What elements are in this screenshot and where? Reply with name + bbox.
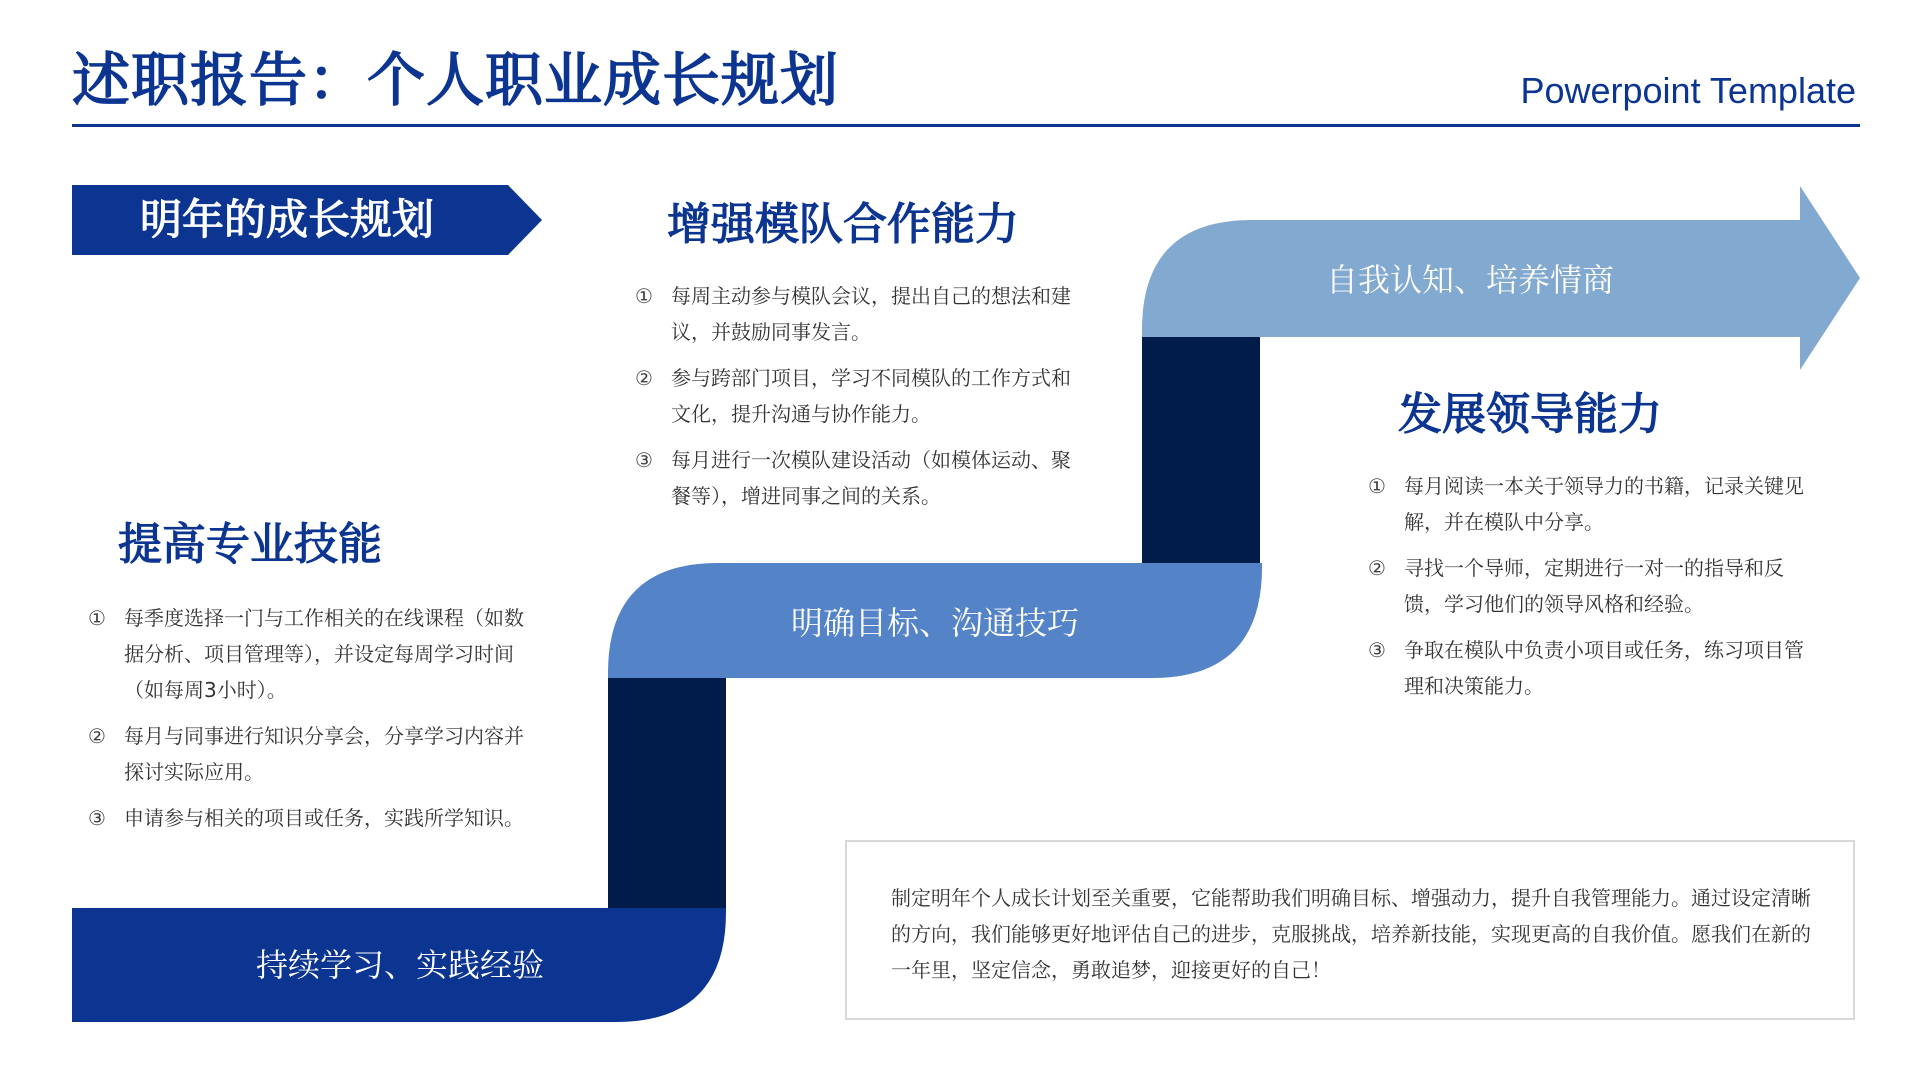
step-3-label: 自我认知、培养情商 xyxy=(1325,261,1614,299)
list-number: ① xyxy=(1368,474,1386,498)
list-item-text: 参与跨部门项目，学习不同模队的工作方式和文化，提升沟通与协作能力。 xyxy=(671,366,1071,426)
riser-upper xyxy=(1142,330,1260,570)
list-number: ① xyxy=(88,606,106,630)
list-item xyxy=(88,800,528,836)
section-title-leadership: 发展领导能力 xyxy=(1398,389,1662,440)
list-item xyxy=(1368,468,1808,540)
list-item-text: 每月阅读一本关于领导力的书籍，记录关键见解，并在模队中分享。 xyxy=(1404,474,1804,534)
list-item-text: 每周主动参与模队会议，提出自己的想法和建议，并鼓励同事发言。 xyxy=(671,284,1071,344)
skills-list xyxy=(88,600,528,846)
summary-box xyxy=(845,840,1855,1020)
page-title: 述职报告：个人职业成长规划 xyxy=(72,46,840,114)
teamwork-list xyxy=(635,278,1075,524)
list-item xyxy=(635,442,1075,514)
list-item xyxy=(1368,632,1808,704)
leadership-list xyxy=(1368,468,1808,714)
list-number: ③ xyxy=(88,806,106,830)
list-number: ③ xyxy=(1368,638,1386,662)
list-item-text: 每月与同事进行知识分享会，分享学习内容并探讨实际应用。 xyxy=(124,724,524,784)
list-number: ② xyxy=(88,724,106,748)
step-1-label: 持续学习、实践经验 xyxy=(255,946,544,984)
list-item-text: 申请参与相关的项目或任务，实践所学知识。 xyxy=(124,806,524,830)
list-item-text: 每季度选择一门与工作相关的在线课程（如数据分析、项目管理等），并设定每周学习时间（如每周3小时）。 xyxy=(124,606,524,702)
section-title-teamwork: 增强模队合作能力 xyxy=(667,199,1019,250)
list-item xyxy=(635,278,1075,350)
list-number: ② xyxy=(1368,556,1386,580)
list-item xyxy=(88,600,528,708)
summary-text: 制定明年个人成长计划至关重要，它能帮助我们明确目标、增强动力，提升自我管理能力。通过设定清晰的方向，我们能够更好地评估自己的进步，克服挑战，培养新技能，实现更高的自我价值。愿我们在新的一年里，坚定信念，勇敢追梦，迎接更好的自己！ xyxy=(891,886,1811,982)
list-item-text: 寻找一个导师，定期进行一对一的指导和反馈，学习他们的领导风格和经验。 xyxy=(1404,556,1784,616)
template-label: Powerpoint Template xyxy=(1520,70,1856,111)
riser-lower xyxy=(608,670,726,912)
section-title-skills: 提高专业技能 xyxy=(118,519,382,570)
list-number: ③ xyxy=(635,448,653,472)
list-number: ① xyxy=(635,284,653,308)
list-item xyxy=(635,360,1075,432)
list-item xyxy=(88,718,528,790)
list-item-text: 每月进行一次模队建设活动（如模体运动、聚餐等），增进同事之间的关系。 xyxy=(671,448,1071,508)
banner-label: 明年的成长规划 xyxy=(140,195,435,244)
list-item xyxy=(1368,550,1808,622)
list-number: ② xyxy=(635,366,653,390)
list-item-text: 争取在模队中负责小项目或任务，练习项目管理和决策能力。 xyxy=(1404,638,1804,698)
step-2-label: 明确目标、沟通技巧 xyxy=(790,604,1079,642)
